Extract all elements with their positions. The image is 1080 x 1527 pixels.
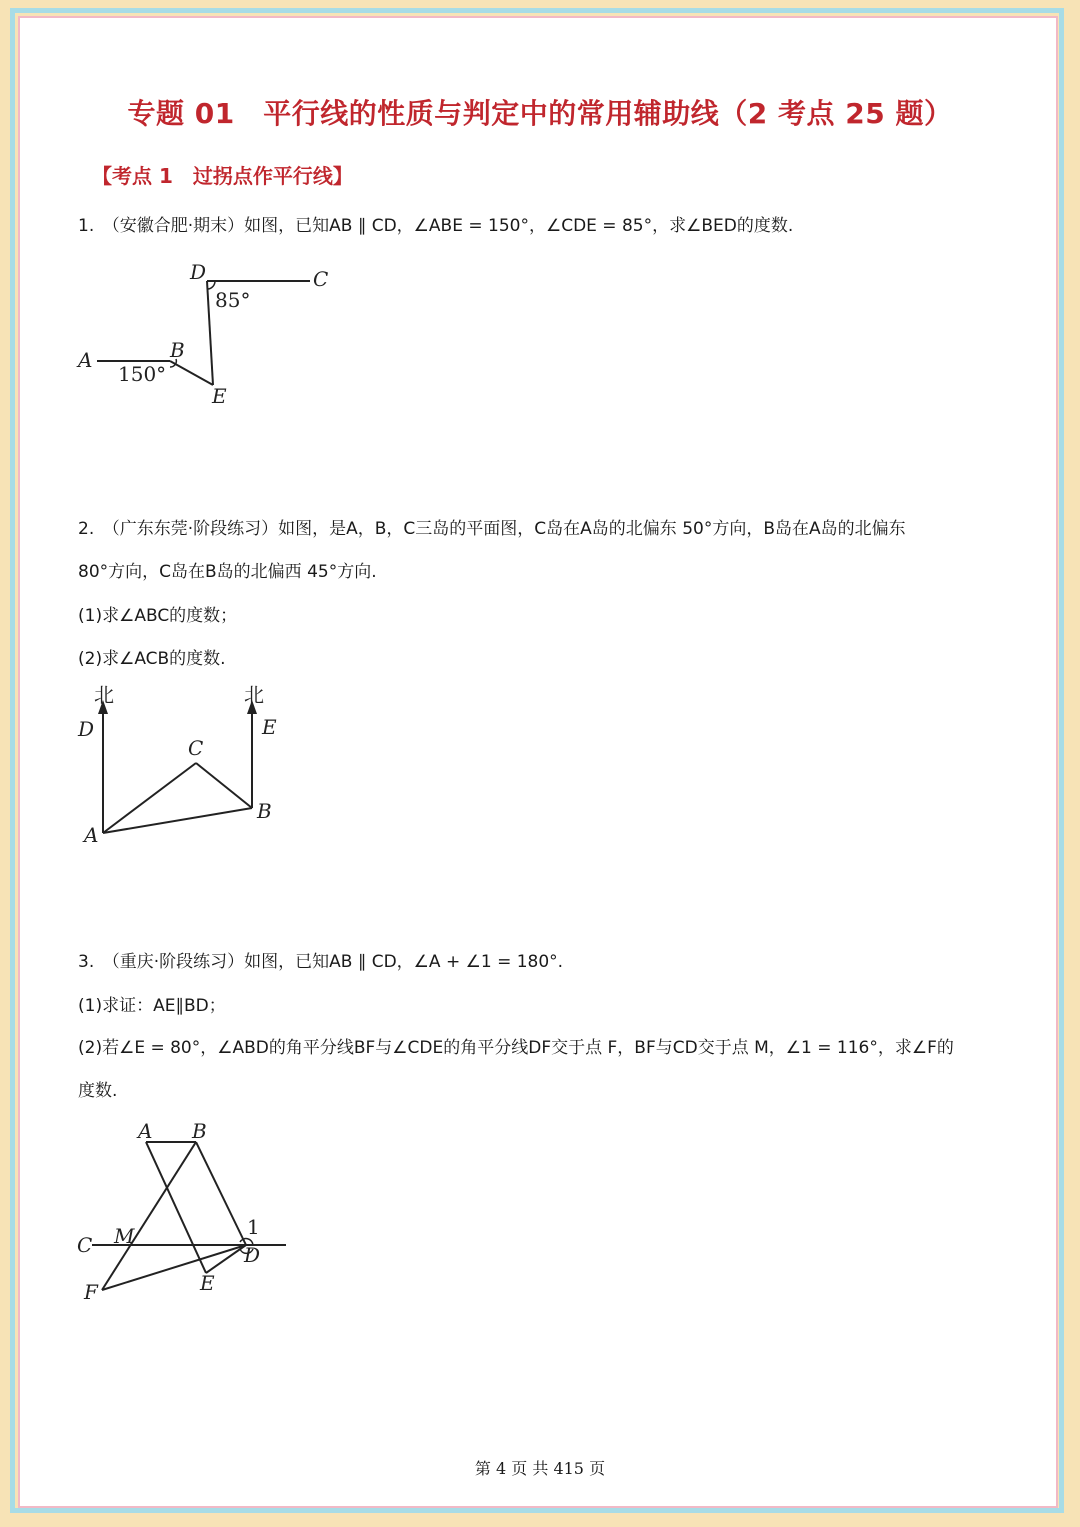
north-label-1: 北 <box>94 683 114 707</box>
question-2-sub1: (1)求∠ABC的度数； <box>78 606 238 626</box>
question-3-sub2a: (2)若∠E = 80°，∠ABD的角平分线BF与∠CDE的角平分线DF交于点 F，BF与CD交于点 M，∠1 = 116°，求∠F的 <box>78 1038 954 1058</box>
label-d: D <box>78 717 95 741</box>
label-a: A <box>138 1119 153 1143</box>
label-b: B <box>192 1119 207 1143</box>
section-heading: 【考点 1 过拐点作平行线】 <box>92 164 353 188</box>
label-b: B <box>170 338 185 362</box>
angle-b-label: 150° <box>118 362 167 386</box>
page-title: 专题 01 平行线的性质与判定中的常用辅助线（2 考点 25 题） <box>127 97 953 130</box>
label-f: F <box>84 1280 98 1304</box>
question-2-figure <box>70 680 310 850</box>
line-ed <box>207 281 213 385</box>
question-2-line1: 2. （广东东莞·阶段练习）如图，是A，B，C三岛的平面图，C岛在A岛的北偏东 50°方向，B岛在A岛的北偏东 <box>78 519 906 539</box>
angle-d-arc <box>208 281 215 289</box>
label-1: 1 <box>247 1215 260 1239</box>
label-c: C <box>188 736 204 760</box>
label-e: E <box>200 1271 215 1295</box>
label-c: C <box>77 1233 93 1257</box>
line-bf <box>102 1142 196 1290</box>
line-ab <box>103 808 252 833</box>
label-d: D <box>190 260 207 284</box>
question-1-figure <box>70 255 350 415</box>
line-bd <box>196 1142 246 1245</box>
angle-d-label: 85° <box>215 288 251 312</box>
question-3-sub2b: 度数. <box>78 1081 118 1101</box>
label-e: E <box>262 715 277 739</box>
label-m: M <box>114 1224 135 1248</box>
question-3-line1: 3. （重庆·阶段练习）如图，已知AB ∥ CD，∠A + ∠1 = 180°. <box>78 952 564 972</box>
line-fd <box>102 1245 246 1290</box>
label-e: E <box>212 384 227 408</box>
question-3-sub1: (1)求证：AE∥BD； <box>78 996 226 1016</box>
page-footer: 第 4 页 共 415 页 <box>474 1459 606 1478</box>
label-d: D <box>244 1243 261 1267</box>
label-a: A <box>84 823 99 847</box>
label-a: A <box>78 348 93 372</box>
label-c: C <box>313 267 329 291</box>
question-2-sub2: (2)求∠ACB的度数. <box>78 649 226 669</box>
line-be <box>170 361 213 385</box>
question-2-line2: 80°方向，C岛在B岛的北偏西 45°方向. <box>78 562 377 582</box>
line-ac <box>103 763 196 833</box>
question-1-text: 1. （安徽合肥·期末）如图，已知AB ∥ CD，∠ABE = 150°，∠CDE = 85°，求∠BED的度数. <box>78 216 794 236</box>
label-b: B <box>257 799 272 823</box>
line-cb <box>196 763 252 808</box>
north-label-2: 北 <box>244 683 264 707</box>
question-3-figure <box>70 1118 300 1308</box>
